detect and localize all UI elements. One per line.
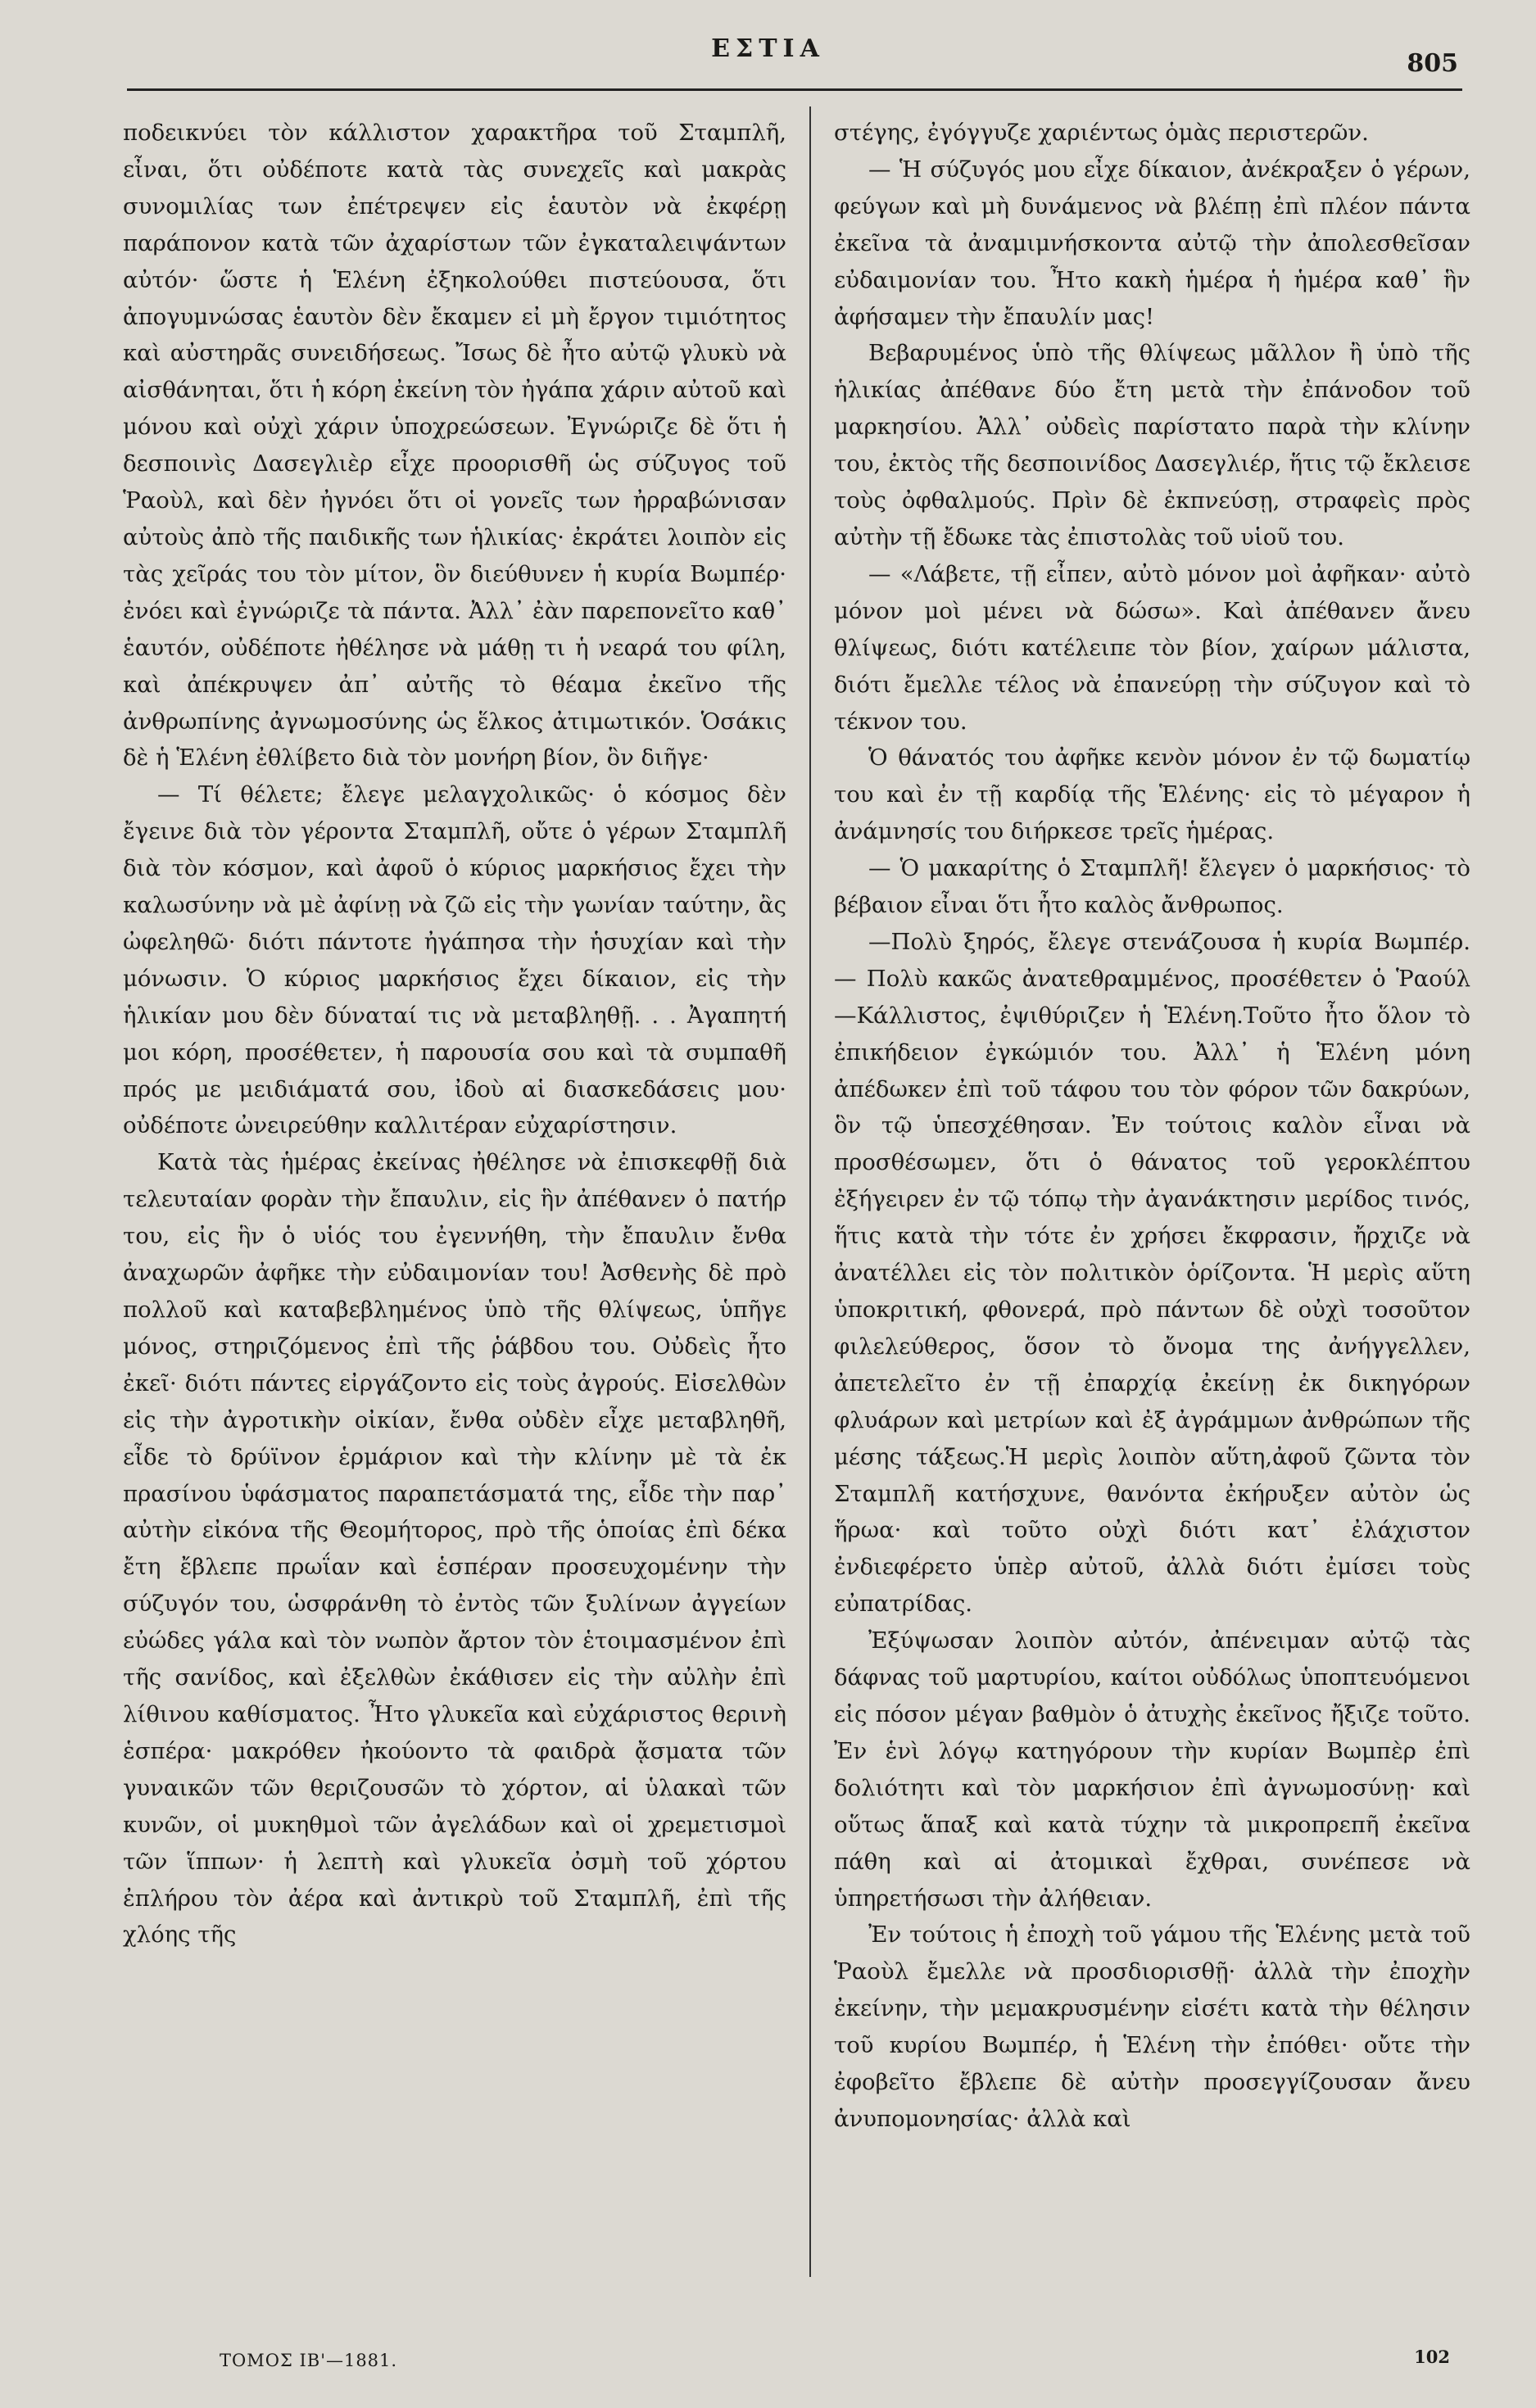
footer-volume-label: ΤΟΜΟΣ ΙΒ'—1881. (220, 2351, 398, 2370)
paragraph: —Πολὺ ξηρός, ἔλεγε στενάζουσα ἡ κυρία Βωμπέρ. — Πολὺ κακῶς ἀνατεθραμμένος, προσέθετεν ὁ Ῥαούλ —Κάλλιστος, ἐψιθύριζεν ἡ Ἑλένη.Τοῦτο ἦτο ὅλον τὸ ἐπικήδειον ἐγκώμιόν του. Ἀλλ᾿ ἡ Ἑλένη μόνη ἀπέδωκεν ἐπὶ τοῦ τάφου του τὸν φόρον τῶν δακρύων, ὃν τῷ ὑπεσχέθησαν. Ἐν τούτοις καλὸν εἶναι νὰ προσθέσωμεν, ὅτι ὁ θάνατος τοῦ γεροκλέπτου ἐξήγειρεν ἐν τῷ τόπῳ τὴν ἀγανάκτησιν μερίδος τινός, ἥτις κατὰ τὴν τότε ἐν χρήσει ἔκφρασιν, ἤρχιζε νὰ ἀνατέλλει εἰς τὸν πολιτικὸν ὁρίζοντα. Ἡ μερὶς αὕτη ὑποκριτική, φθονερά, πρὸ πάντων δὲ οὐχὶ τοσοῦτον φιλελεύθερος, ὅσον τὸ ὄνομα της ἀνήγγελλεν, ἀπετελεῖτο ἐν τῇ ἐπαρχίᾳ ἐκείνῃ ἐκ δικηγόρων φλυάρων καὶ μετρίων καὶ ἐξ ἀγράμμων ἀνθρώπων τῆς μέσης τάξεως.Ἡ μερὶς λοιπὸν αὕτη,ἀφοῦ ζῶντα τὸν Σταμπλῆ κατήσχυνε, θανόντα ἐκήρυξεν αὐτὸν ὡς ἥρωα· καὶ τοῦτο οὐχὶ διότι κατ᾿ ἐλάχιστον ἐνδιεφέρετο ὑπὲρ αὐτοῦ, ἀλλὰ διότι ἐμίσει τοὺς εὐπατρίδας. (834, 928, 1470, 1618)
signature-mark: 102 (1414, 2347, 1450, 2367)
left-column (123, 115, 786, 2326)
paragraph: — «Λάβετε, τῇ εἶπεν, αὐτὸ μόνον μοὶ ἀφῆκαν· αὐτὸ μόνον μοὶ μένει νὰ δώσω». Καὶ ἀπέθανεν ἄνευ θλίψεως, διότι κατέλειπε τὸν βίον, χαίρων μάλιστα, διότι ἔμελλε τέλος νὰ ἐπανεύρῃ τὴν σύζυγον καὶ τὸ τέκνον του. (834, 560, 1470, 735)
paragraph: Βεβαρυμένος ὑπὸ τῆς θλίψεως μᾶλλον ἢ ὑπὸ τῆς ἡλικίας ἀπέθανε δύο ἔτη μετὰ τὴν ἐπάνοδον τοῦ μαρκησίου. Ἀλλ᾿ οὐδεὶς παρίστατο παρὰ τὴν κλίνην του, ἐκτὸς τῆς δεσποινίδος Δασεγλιέρ, ἥτις τῷ ἔκλεισε τοὺς ὀφθαλμούς. Πρὶν δὲ ἐκπνεύσῃ, στραφεὶς πρὸς αὐτὴν τῇ ἔδωκε τὰς ἐπιστολὰς τοῦ υἱοῦ του. (834, 340, 1470, 550)
header-rule (127, 88, 1462, 91)
paragraph: — Ὁ μακαρίτης ὁ Σταμπλῆ! ἔλεγεν ὁ μαρκήσιος· τὸ βέβαιον εἶναι ὅτι ἦτο καλὸς ἄνθρωπος. (834, 855, 1470, 919)
paragraph: — Ἡ σύζυγός μου εἶχε δίκαιον, ἀνέκραξεν ὁ γέρων, φεύγων καὶ μὴ δυνάμενος νὰ βλέπῃ ἐπὶ πλέον πάντα ἐκεῖνα τὰ ἀναμιμνήσκοντα αὐτῷ τὴν ἀπολεσθεῖσαν εὐδαιμονίαν του. Ἦτο κακὴ ἡμέρα ἡ ἡμέρα καθ᾿ ἣν ἀφήσαμεν τὴν ἔπαυλίν μας! (834, 156, 1470, 330)
column-divider (809, 106, 811, 2277)
paragraph: Ὁ θάνατός του ἀφῆκε κενὸν μόνον ἐν τῷ δωματίῳ του καὶ ἐν τῇ καρδίᾳ τῆς Ἑλένης· εἰς τὸ μέγαρον ἡ ἀνάμνησίς του διήρκεσε τρεῖς ἡμέρας. (834, 745, 1470, 845)
paragraph: στέγης, ἐγόγγυζε χαριέντως ὁμὰς περιστερῶν. (834, 120, 1369, 146)
paragraph: ποδεικνύει τὸν κάλλιστον χαρακτῆρα τοῦ Σταμπλῆ, εἶναι, ὅτι οὐδέποτε κατὰ τὰς συνεχεῖς καὶ μακρὰς συνομιλίας των ἐπέτρεψεν εἰς ἑαυτὸν νὰ ἐκφέρῃ παράπονον κατὰ τῶν ἀχαρίστων τῶν ἐγκαταλειψάντων αὐτόν· ὥστε ἡ Ἑλένη ἐξηκολούθει πιστεύουσα, ὅτι ἀπογυμνώσας ἑαυτὸν δὲν ἔκαμεν εἰ μὴ ἔργον τιμιότητος καὶ αὐστηρᾶς συνειδήσεως. Ἴσως δὲ ἦτο αὐτῷ γλυκὺ νὰ αἰσθάνηται, ὅτι ἡ κόρη ἐκείνη τὸν ἠγάπα χάριν αὐτοῦ καὶ μόνου καὶ οὐχὶ χάριν ὑποχρεώσεων. Ἐγνώριζε δὲ ὅτι ἡ δεσποινὶς Δασεγλιὲρ εἶχε προορισθῆ ὡς σύζυγος τοῦ Ῥαοὺλ, καὶ δὲν ἠγνόει ὅτι οἱ γονεῖς των ἠρραβώνισαν αὐτοὺς ἀπὸ τῆς παιδικῆς των ἡλικίας· ἐκράτει λοιπὸν εἰς τὰς χεῖράς του τὸν μίτον, ὃν διεύθυνεν ἡ κυρία Βωμπέρ· ἐνόει καὶ ἐγνώριζε τὰ πάντα. Ἀλλ᾿ ἐὰν παρεπονεῖτο καθ᾿ ἑαυτόν, οὐδέποτε ἠθέλησε νὰ μάθῃ τι ἡ νεαρά του φίλη, καὶ ἀπέκρυψεν ἀπ᾿ αὐτῆς τὸ θέαμα ἐκεῖνο τῆς ἀνθρωπίνης ἀγνωμοσύνης ὡς ἕλκος ἀτιμωτικόν. Ὁσάκις δὲ ἡ Ἑλένη ἐθλίβετο διὰ τὸν μονήρη βίον, ὃν διῆγε· (123, 120, 786, 772)
page-number: 805 (1407, 49, 1458, 78)
running-header-title: ΕΣΤΙΑ (711, 34, 825, 63)
paragraph: Κατὰ τὰς ἡμέρας ἐκείνας ἠθέλησε νὰ ἐπισκεφθῇ διὰ τελευταίαν φορὰν τὴν ἔπαυλιν, εἰς ἣν ἀπέθανεν ὁ πατήρ του, εἰς ἣν ὁ υἱός του ἐγεννήθη, τὴν ἔπαυλιν ἔνθα ἀναχωρῶν ἀφῆκε τὴν εὐδαιμονίαν του! Ἀσθενὴς δὲ πρὸ πολλοῦ καὶ καταβεβλημένος ὑπὸ τῆς θλίψεως, ὑπῆγε μόνος, στηριζόμενος ἐπὶ τῆς ῥάβδου του. Οὐδεὶς ἦτο ἐκεῖ· διότι πάντες εἰργάζοντο εἰς τοὺς ἀγρούς. Εἰσελθὼν εἰς τὴν ἀγροτικὴν οἰκίαν, ἔνθα οὐδὲν εἶχε μεταβληθῆ, εἶδε τὸ δρύϊνον ἑρμάριον καὶ τὴν κλίνην μὲ τὰ ἐκ πρασίνου ὑφάσματος παραπετάσματά της, εἶδε τὴν παρ᾿ αὐτὴν εἰκόνα τῆς Θεομήτορος, πρὸ τῆς ὁποίας ἐπὶ δέκα ἔτη ἔβλεπε πρωΐαν καὶ ἑσπέραν προσευχομένην τὴν σύζυγόν του, ὡσφράνθη τὸ ἐντὸς τῶν ξυλίνων ἀγγείων εὐώδες γάλα καὶ τὸν νωπὸν ἄρτον τὸν ἑτοιμασμένον ἐπὶ τῆς σανίδος, καὶ ἐξελθὼν ἐκάθισεν εἰς τὴν αὐλὴν ἐπὶ λίθινου καθίσματος. Ἦτο γλυκεῖα καὶ εὐχάριστος θερινὴ ἑσπέρα· μακρόθεν ἠκούοντο τὰ φαιδρὰ ᾄσματα τῶν γυναικῶν τῶν θεριζουσῶν τὸ χόρτον, αἱ ὑλακαὶ τῶν κυνῶν, οἱ μυκηθμοὶ τῶν ἀγελάδων καὶ οἱ χρεμετισμοὶ τῶν ἵππων· ἡ λεπτὴ καὶ γλυκεῖα ὀσμὴ τοῦ χόρτου ἐπλήρου τὸν ἀέρα καὶ ἀντικρὺ τοῦ Σταμπλῆ, ἐπὶ τῆς χλόης τῆς (123, 1149, 786, 1949)
paragraph: Ἐξύψωσαν λοιπὸν αὐτόν, ἀπένειμαν αὐτῷ τὰς δάφνας τοῦ μαρτυρίου, καίτοι οὐδόλως ὑποπτευόμενοι εἰς πόσον μέγαν βαθμὸν ὁ ἀτυχὴς ἐκεῖνος ἤξιζε τοῦτο. Ἐν ἑνὶ λόγῳ κατηγόρουν τὴν κυρίαν Βωμπὲρ ἐπὶ δολιότητι καὶ τὸν μαρκήσιον ἐπὶ ἀγνωμοσύνῃ· καὶ οὕτως ἅπαξ καὶ κατὰ τύχην τὰ μικροπρεπῆ ἐκεῖνα πάθη καὶ αἱ ἀτομικαὶ ἔχθραι, συνέπεσε νὰ ὑπηρετήσωσι τὴν ἀλήθειαν. (834, 1627, 1470, 1912)
paragraph: Ἐν τούτοις ἡ ἐποχὴ τοῦ γάμου τῆς Ἑλένης μετὰ τοῦ Ῥαοὺλ ἔμελλε νὰ προσδιορισθῇ· ἀλλὰ τὴν ἐποχὴν ἐκείνην, τὴν μεμακρυσμένην εἰσέτι κατὰ τὴν θέλησιν τοῦ κυρίου Βωμπέρ, ἡ Ἑλένη τὴν ἐπόθει· οὔτε τὴν ἐφοβεῖτο ἔβλεπε δὲ αὐτὴν προσεγγίζουσαν ἄνευ ἀνυπομονησίας· ἀλλὰ καὶ (834, 1921, 1470, 2132)
right-column (834, 115, 1470, 2326)
paragraph: — Τί θέλετε; ἔλεγε μελαγχολικῶς· ὁ κόσμος δὲν ἔγεινε διὰ τὸν γέροντα Σταμπλῆ, οὔτε ὁ γέρων Σταμπλῆ διὰ τὸν κόσμον, καὶ ἀφοῦ ὁ κύριος μαρκήσιος ἔχει τὴν καλωσύνην νὰ μὲ ἀφίνῃ νὰ ζῶ εἰς τὴν γωνίαν ταύτην, ἂς ὠφεληθῶ· διότι πάντοτε ἠγάπησα τὴν ἡσυχίαν καὶ τὴν μόνωσιν. Ὁ κύριος μαρκήσιος ἔχει δίκαιον, εἰς τὴν ἡλικίαν μου δὲν δύναταί τις νὰ μεταβληθῇ. . . Ἀγαπητή μοι κόρη, προσέθετεν, ἡ παρουσία σου καὶ τὰ συμπαθῆ πρός με μειδιάματά σου, ἰδοὺ αἱ διασκεδάσεις μου· οὐδέποτε ὠνειρεύθην καλλιτέραν εὐχαρίστησιν. (123, 781, 786, 1139)
